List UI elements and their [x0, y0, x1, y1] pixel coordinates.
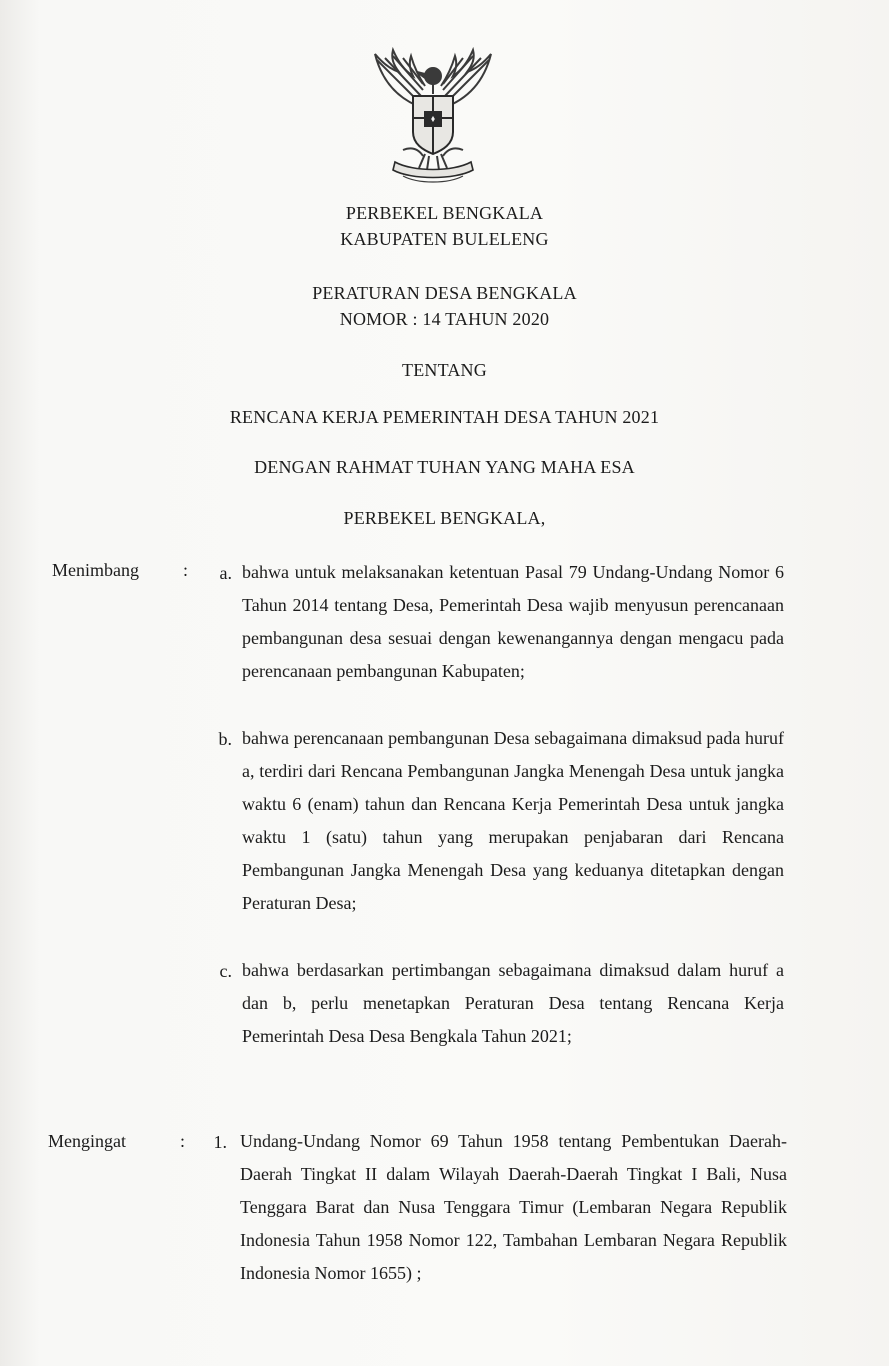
- menimbang-marker-b: b.: [218, 729, 232, 749]
- menimbang-label: Menimbang: [52, 560, 139, 580]
- mengingat-label: Mengingat: [48, 1131, 126, 1151]
- issuer-title: PERBEKEL BENGKALA: [345, 203, 544, 223]
- regulation-subject: RENCANA KERJA PEMERINTAH DESA TAHUN 2021: [229, 407, 660, 427]
- mengingat-item-1: Undang-Undang Nomor 69 Tahun 1958 tentang Pembentukan Daerah-Daerah Tingkat II dalam Wilayah Daerah-Daerah Tingkat I Bali, Nusa Tenggara Barat dan Nusa Tenggara Timur (Lembaran Negara Republik Indonesia Tahun 1958 Nomor 122, Tambahan Lembaran Negara Republik Indonesia Nomor 1655) ;: [240, 1131, 787, 1283]
- issuer-line: PERBEKEL BENGKALA,: [343, 508, 546, 528]
- mengingat-marker-1: 1.: [213, 1132, 227, 1152]
- regulation-title: PERATURAN DESA BENGKALA: [312, 283, 577, 303]
- menimbang-marker-c: c.: [219, 961, 232, 981]
- menimbang-item-b: bahwa perencanaan pembangunan Desa sebagaimana dimaksud pada huruf a, terdiri dari Rencana Pembangunan Jangka Menengah Desa untuk jangka waktu 6 (enam) tahun dan Rencana Kerja Pemerintah Desa untuk jangka waktu 1 (satu) tahun yang merupakan penjabaran dari Rencana Pembangunan Jangka Menengah Desa yang keduanya ditetapkan dengan Peraturan Desa;: [242, 728, 784, 913]
- regulation-number: NOMOR : 14 TAHUN 2020: [339, 309, 550, 329]
- mengingat-colon: :: [180, 1131, 186, 1151]
- menimbang-item-c: bahwa berdasarkan pertimbangan sebagaimana dimaksud dalam huruf a dan b, perlu menetapkan Peraturan Desa tentang Rencana Kerja Pemerintah Desa Desa Bengkala Tahun 2021;: [242, 960, 784, 1046]
- regency-title: KABUPATEN BULELENG: [340, 229, 549, 249]
- blessing-line: DENGAN RAHMAT TUHAN YANG MAHA ESA: [254, 457, 635, 477]
- about-heading: TENTANG: [402, 360, 487, 380]
- garuda-emblem-icon: [363, 46, 503, 188]
- menimbang-item-a: bahwa untuk melaksanakan ketentuan Pasal 79 Undang-Undang Nomor 6 Tahun 2014 tentang Desa, Pemerintah Desa wajib menyusun perencanaan pembangunan desa sesuai dengan kewenangannya dengan mengacu pada perencanaan pembangunan Kabupaten;: [242, 562, 784, 681]
- menimbang-colon: :: [183, 560, 189, 580]
- menimbang-marker-a: a.: [219, 563, 232, 583]
